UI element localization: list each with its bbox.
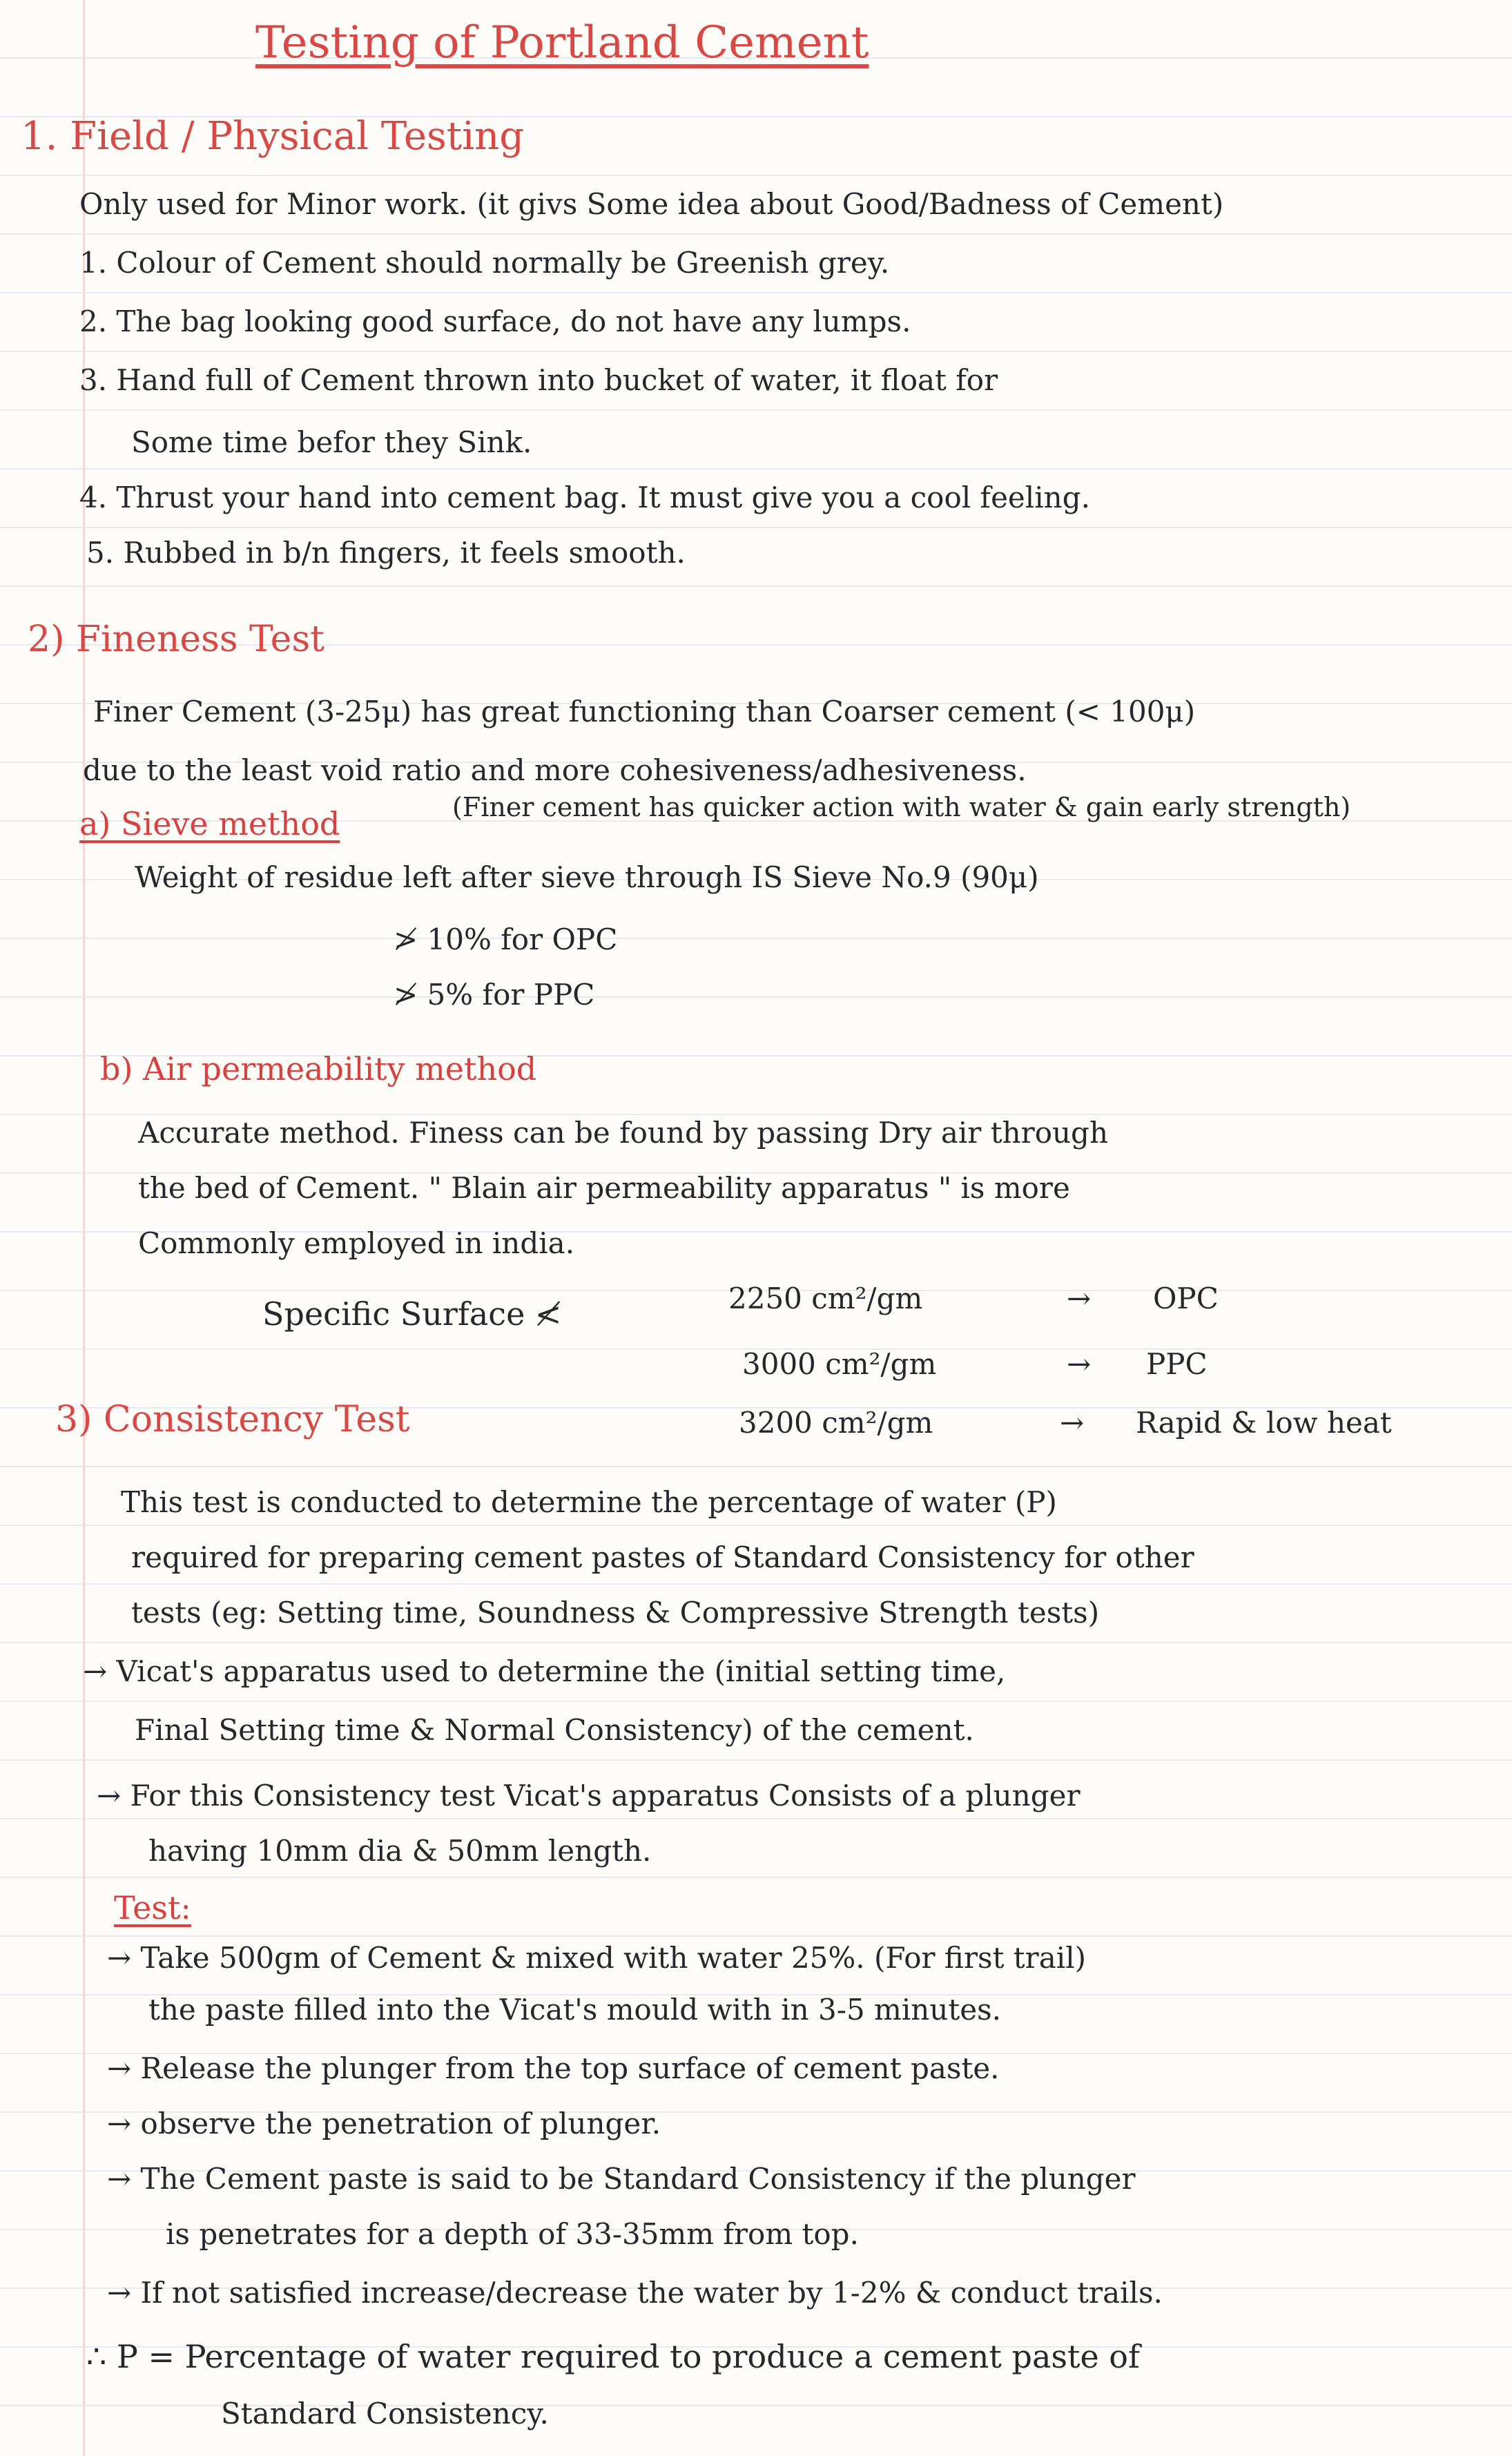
- test-step-4: → observe the penetration of plunger.: [107, 2107, 661, 2140]
- test-step-1: → Take 500gm of Cement & mixed with water 25%. (For first trail): [107, 1941, 1087, 1975]
- consistency-line-7: having 10mm dia & 50mm length.: [148, 1834, 652, 1868]
- ss-value-rapid: 3200 cm²/gm: [739, 1406, 933, 1440]
- section1-item-3-cont: Some time befor they Sink.: [131, 425, 532, 459]
- fineness-line-1: Finer Cement (3-25μ) has great functioning than Coarser cement (< 100μ): [93, 695, 1196, 728]
- page-title: Testing of Portland Cement: [255, 17, 869, 68]
- test-step-3: → Release the plunger from the top surface of cement paste.: [107, 2051, 1000, 2085]
- sieve-method-label: a) Sieve method: [79, 805, 340, 842]
- sieve-limit-ppc: ≯ 5% for PPC: [394, 978, 595, 1012]
- ss-arrow-ppc: →: [1067, 1347, 1092, 1381]
- air-line-1: Accurate method. Finess can be found by passing Dry air through: [138, 1116, 1108, 1150]
- consistency-line-4: → Vicat's apparatus used to determine the (initial setting time,: [83, 1654, 1006, 1688]
- section1-item-2: 2. The bag looking good surface, do not have any lumps.: [79, 304, 911, 338]
- test-step-7: → If not satisfied increase/decrease the water by 1-2% & conduct trails.: [107, 2276, 1163, 2310]
- test-step-5: → The Cement paste is said to be Standard Consistency if the plunger: [107, 2162, 1136, 2196]
- test-step-2: the paste filled into the Vicat's mould with in 3-5 minutes.: [148, 1993, 1002, 2027]
- fineness-line-2: due to the least void ratio and more cohesiveness/adhesiveness.: [83, 753, 1027, 787]
- ss-value-ppc: 3000 cm²/gm: [742, 1347, 937, 1381]
- ss-arrow-opc: →: [1067, 1282, 1092, 1315]
- conclusion-line-1: ∴ P = Percentage of water required to produce a cement paste of: [86, 2338, 1141, 2375]
- section1-item-4: 4. Thrust your hand into cement bag. It must give you a cool feeling.: [79, 481, 1090, 514]
- consistency-line-3: tests (eg: Setting time, Soundness & Compressive Strength tests): [131, 1596, 1100, 1630]
- section1-heading: 1. Field / Physical Testing: [21, 114, 525, 159]
- sieve-limit-opc: ≯ 10% for OPC: [394, 922, 618, 956]
- test-label: Test:: [114, 1889, 191, 1926]
- sieve-residue-line: Weight of residue left after sieve through IS Sieve No.9 (90μ): [135, 860, 1039, 894]
- ss-arrow-rapid: →: [1060, 1406, 1085, 1440]
- section1-intro: Only used for Minor work. (it givs Some idea about Good/Badness of Cement): [79, 187, 1224, 221]
- ss-type-opc: OPC: [1153, 1282, 1219, 1315]
- sieve-method-note: (Finer cement has quicker action with water & gain early strength): [452, 792, 1351, 822]
- ss-value-opc: 2250 cm²/gm: [728, 1282, 923, 1315]
- conclusion-line-2: Standard Consistency.: [221, 2397, 549, 2430]
- ss-type-rapid: Rapid & low heat: [1136, 1406, 1392, 1440]
- ss-type-ppc: PPC: [1146, 1347, 1208, 1381]
- air-permeability-label: b) Air permeability method: [100, 1050, 537, 1087]
- section2-heading: 2) Fineness Test: [28, 619, 325, 660]
- section1-item-1: 1. Colour of Cement should normally be Greenish grey.: [79, 246, 890, 280]
- air-line-3: Commonly employed in india.: [138, 1226, 575, 1260]
- test-step-6: is penetrates for a depth of 33-35mm from top.: [166, 2217, 859, 2251]
- specific-surface-label: Specific Surface ≮: [262, 1295, 562, 1333]
- section3-heading: 3) Consistency Test: [55, 1399, 410, 1440]
- consistency-line-2: required for preparing cement pastes of Standard Consistency for other: [131, 1540, 1194, 1574]
- section1-item-5: 5. Rubbed in b/n fingers, it feels smooth.: [86, 536, 686, 570]
- consistency-line-6: → For this Consistency test Vicat's apparatus Consists of a plunger: [97, 1779, 1080, 1812]
- consistency-line-5: Final Setting time & Normal Consistency) of the cement.: [135, 1713, 974, 1747]
- section1-item-3: 3. Hand full of Cement thrown into bucket of water, it float for: [79, 363, 998, 397]
- consistency-line-1: This test is conducted to determine the percentage of water (P): [121, 1485, 1057, 1519]
- air-line-2: the bed of Cement. " Blain air permeability apparatus " is more: [138, 1171, 1070, 1205]
